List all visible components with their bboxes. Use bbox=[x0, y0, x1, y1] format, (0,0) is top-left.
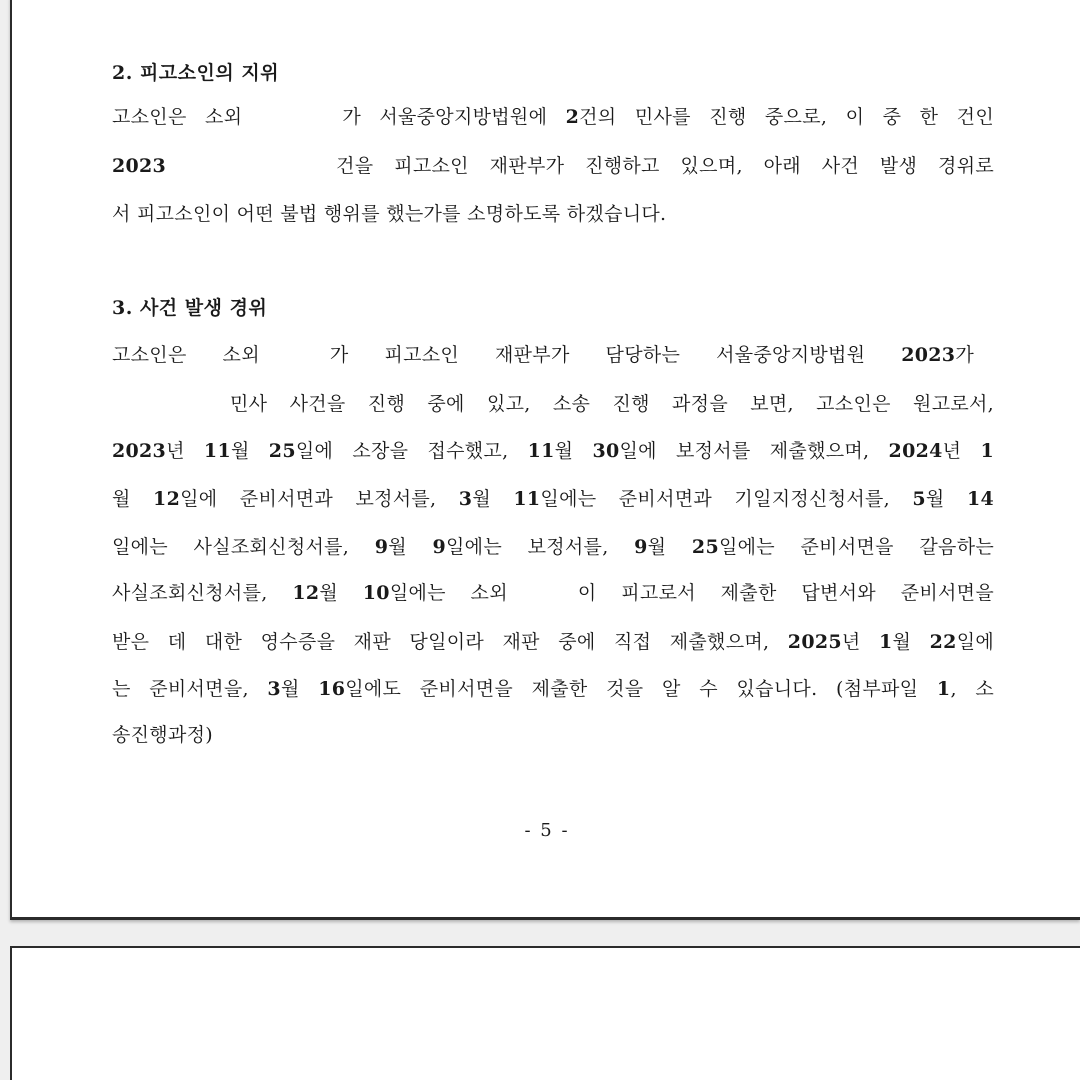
section-3-line-8: 는 준비서면을, 3월 16일에도 준비서면을 제출한 것을 알 수 있습니다. (첨부파일 1, 소 bbox=[112, 678, 995, 700]
section-2-line-1: 고소인은 소외 가 서울중앙지방법원에 2건의 민사를 진행 중으로, 이 중 한 건인 bbox=[112, 106, 994, 128]
section-3-line-1: 고소인은 소외 가 피고소인 재판부가 담당하는 서울중앙지방법원 2023가 bbox=[112, 344, 974, 366]
section-2-line-2: 2023 건을 피고소인 재판부가 진행하고 있으며, 아래 사건 발생 경위로 bbox=[112, 155, 994, 177]
section-2-line-3: 서 피고소인이 어떤 불법 행위를 했는가를 소명하도록 하겠습니다. bbox=[112, 203, 667, 225]
document-page bbox=[10, 0, 1080, 920]
section-3-line-6: 사실조회신청서를, 12월 10일에는 소외 이 피고로서 제출한 답변서와 준비서면을 bbox=[112, 582, 994, 604]
section-3-line-3: 2023년 11월 25일에 소장을 접수했고, 11월 30일에 보정서를 제출했으며, 2024년 1 bbox=[112, 440, 994, 462]
next-document-page bbox=[10, 946, 1080, 1080]
section-3-line-9: 송진행과정) bbox=[112, 724, 213, 746]
section-3-line-2: 민사 사건을 진행 중에 있고, 소송 진행 과정을 보면, 고소인은 원고로서, bbox=[230, 393, 994, 415]
section-3-line-4: 월 12일에 준비서면과 보정서를, 3월 11일에는 준비서면과 기일지정신청서를, 5월 14 bbox=[112, 488, 995, 510]
page-number: - 5 - bbox=[524, 820, 570, 841]
section-2-heading: 2. 피고소인의 지위 bbox=[112, 62, 280, 84]
section-3-line-5: 일에는 사실조회신청서를, 9월 9일에는 보정서를, 9월 25일에는 준비서면을 갈음하는 bbox=[112, 536, 994, 558]
section-3-line-7: 받은 데 대한 영수증을 재판 당일이라 재판 중에 직접 제출했으며, 2025년 1월 22일에 bbox=[112, 631, 994, 653]
section-3-heading: 3. 사건 발생 경위 bbox=[112, 297, 268, 319]
